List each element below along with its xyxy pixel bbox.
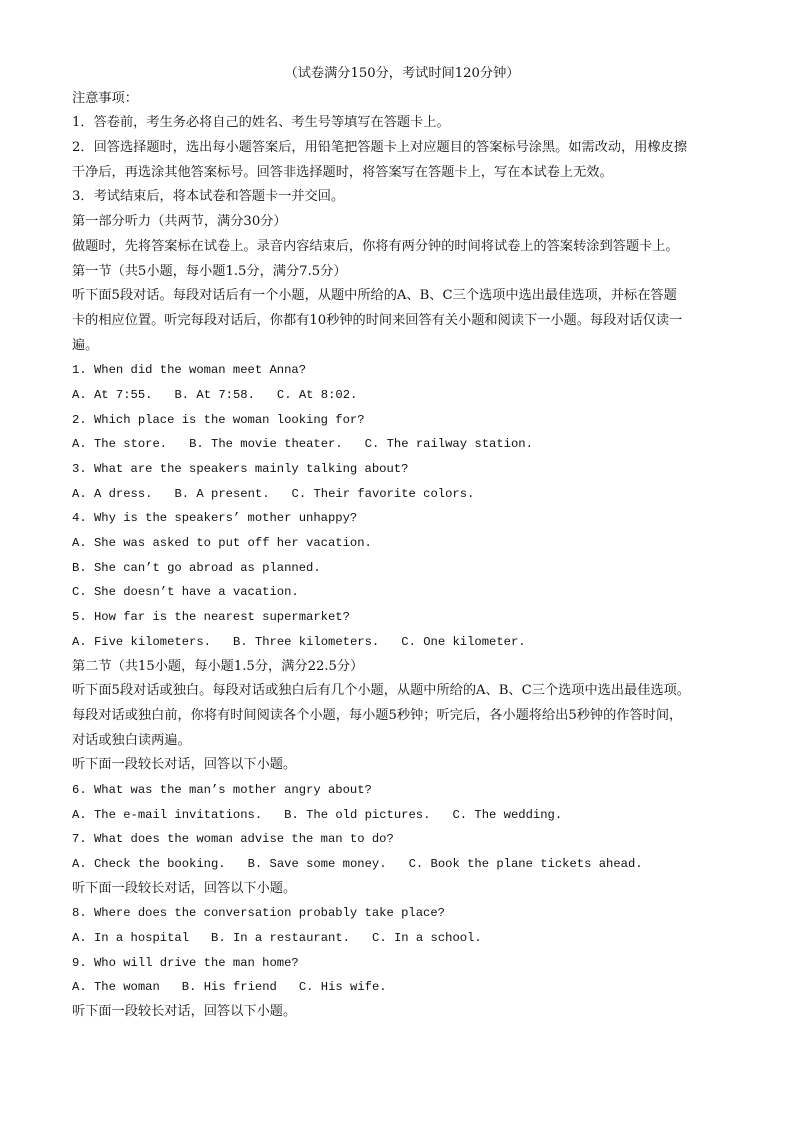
option-b: B. She can’t go abroad as planned. <box>72 560 321 575</box>
option-b: B. A present. <box>174 486 270 501</box>
question-stem: 7. What does the woman advise the man to do? <box>72 832 394 847</box>
option-b: B. The movie theater. <box>189 437 343 452</box>
option-b: B. The old pictures. <box>284 807 431 822</box>
notice-item: 2．回答选择题时，选出每小题答案后，用铅笔把答题卡上对应题目的答案标号涂黑。如需改动，用橡皮擦 <box>72 140 688 156</box>
part-instruction: 做题时，先将答案标在试卷上。录音内容结束后，你将有两分钟的时间将试卷上的答案转涂到答题卡上。 <box>72 238 679 254</box>
option-c: C. One kilometer. <box>401 634 526 649</box>
option-c: C. His wife. <box>298 980 387 995</box>
question-stem: 5. How far is the nearest supermarket? <box>72 610 350 625</box>
part-title: 第一部分听力（共两节，满分30分） <box>72 214 287 230</box>
section-instruction: 每段对话或独白前，你将有时间阅读各个小题，每小题5秒钟；听完后，各小题将给出5秒钟的作答时间， <box>72 707 683 723</box>
listening-prompt: 听下面一段较长对话，回答以下小题。 <box>72 1004 297 1020</box>
option-b: B. In a restaurant. <box>211 931 350 946</box>
option-b: B. Three kilometers. <box>232 634 380 649</box>
option-c: C. In a school. <box>372 931 482 946</box>
section-instruction: 听下面5段对话或独白。每段对话或独白后有几个小题，从题中所给的A、B、C三个选项中选出最佳选项。 <box>72 683 690 699</box>
option-b: B. His friend <box>181 980 277 995</box>
question-options <box>72 803 732 828</box>
listening-prompt: 听下面一段较长对话，回答以下小题。 <box>72 880 297 896</box>
option-a: A. At 7:55. <box>72 387 153 402</box>
question-stem: 2. Which place is the woman looking for? <box>72 412 365 427</box>
question-stem: 3. What are the speakers mainly talking about? <box>72 462 409 476</box>
question-stem: 1. When did the woman meet Anna? <box>72 363 307 378</box>
section-instruction: 遍。 <box>72 337 99 353</box>
listening-prompt: 听下面一段较长对话，回答以下小题。 <box>72 757 297 773</box>
question-stem: 4. Why is the speakers’ mother unhappy? <box>72 511 358 526</box>
section-instruction: 卡的相应位置。听完每段对话后，你都有10秒钟的时间来回答有关小题和阅读下一小题。每段对话仅读一 <box>72 312 683 328</box>
option-c: C. Book the plane tickets ahead. <box>408 857 643 871</box>
question-stem: 9. Who will drive the man home? <box>72 955 299 970</box>
question-options <box>72 926 732 951</box>
question-options <box>72 975 732 1000</box>
exam-page <box>72 62 732 1025</box>
option-a: A. The store. <box>72 437 168 452</box>
question-stem: 6. What was the man’s mother angry about? <box>72 782 372 797</box>
option-a: A. Check the booking. <box>72 857 226 871</box>
option-a: A. In a hospital <box>72 931 190 946</box>
question-options <box>72 383 732 408</box>
option-c: C. The railway station. <box>364 437 533 452</box>
option-c: C. Their favorite colors. <box>291 486 475 501</box>
question-options <box>72 852 732 877</box>
option-c: C. At 8:02. <box>276 387 358 402</box>
option-a: A. She was asked to put off her vacation. <box>72 536 372 551</box>
section-title: 第一节（共5小题，每小题1.5分，满分7.5分） <box>72 263 347 279</box>
question-stem: 8. Where does the conversation probably take place? <box>72 906 445 921</box>
notice-item: 3．考试结束后，将本试卷和答题卡一并交回。 <box>72 189 345 205</box>
section-instruction: 听下面5段对话。每段对话后有一个小题，从题中所给的A、B、C三个选项中选出最佳选项，并标在答题 <box>72 288 677 304</box>
option-a: A. The e-mail invitations. <box>72 807 263 822</box>
option-a: A. A dress. <box>72 486 153 501</box>
section-instruction: 对话或独白读两遍。 <box>72 732 191 748</box>
option-b: B. At 7:58. <box>174 387 255 402</box>
option-c: C. The wedding. <box>452 807 563 822</box>
option-b: B. Save some money. <box>247 857 387 871</box>
option-a: A. The woman <box>72 980 160 995</box>
section-title: 第二节（共15小题，每小题1.5分，满分22.5分） <box>72 658 364 674</box>
question-options <box>72 630 732 655</box>
question-options <box>72 432 732 457</box>
notice-item: 干净后，再选涂其他答案标号。回答非选择题时，将答案写在答题卡上，写在本试卷上无效。 <box>72 164 613 180</box>
notice-title: 注意事项： <box>72 90 138 106</box>
question-options <box>72 482 732 507</box>
notice-item: 1．答卷前，考生务必将自己的姓名、考生号等填写在答题卡上。 <box>72 115 450 131</box>
option-a: A. Five kilometers. <box>72 634 211 649</box>
option-c: C. She doesn’t have a vacation. <box>72 585 299 600</box>
exam-header: （试卷满分150分，考试时间120分钟） <box>284 66 520 81</box>
